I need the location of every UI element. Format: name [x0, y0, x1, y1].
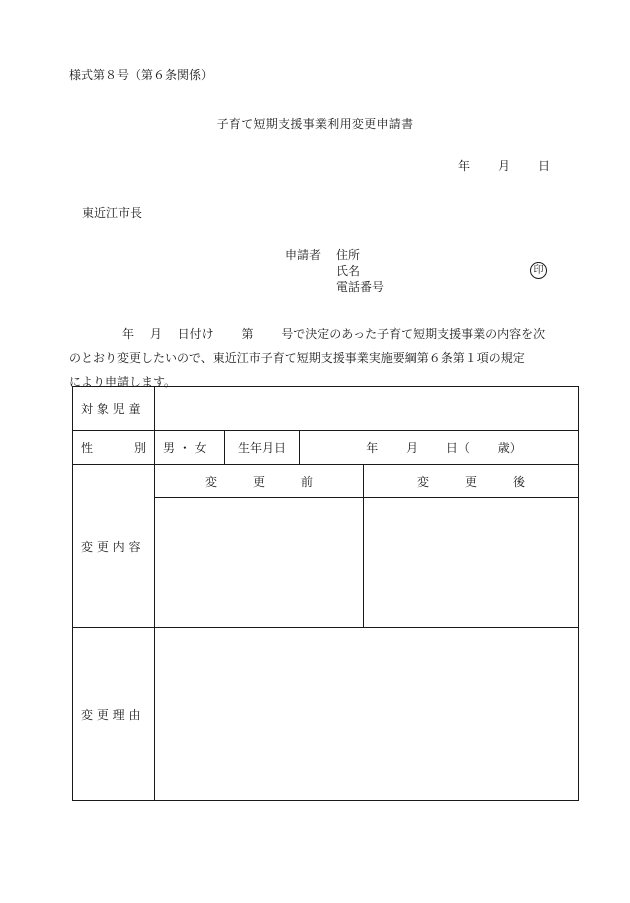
target-child-field[interactable] [155, 387, 579, 431]
body-text [69, 322, 564, 394]
change-reason-field[interactable] [155, 628, 579, 801]
application-table [72, 386, 579, 801]
address-label: 住所 [336, 248, 361, 262]
date-year: 年 [458, 159, 471, 173]
gender-label-left: 性 [81, 441, 94, 455]
phone-label: 電話番号 [336, 280, 385, 294]
form-number: 様式第８号（第６条関係） [69, 68, 214, 82]
body-line-1: 年 月 日付け 第 号で決定のあった子育て短期支援事業の内容を次 [122, 327, 546, 341]
gender-options[interactable]: 男 ・ 女 [155, 431, 225, 465]
body-line-2: のとおり変更したいので、東近江市子育て短期支援事業実施要綱第６条第１項の規定 [69, 351, 525, 365]
before-change-header: 変 更 前 [155, 465, 364, 498]
before-change-field[interactable] [155, 498, 364, 628]
date-line [458, 160, 550, 172]
name-label: 氏名 [336, 264, 361, 278]
gender-label [73, 431, 155, 465]
date-month: 月 [498, 159, 511, 173]
document-title: 子育て短期支援事業利用変更申請書 [216, 117, 414, 131]
seal-mark: 印 [530, 262, 547, 279]
applicant-role: 申請者 [285, 248, 322, 262]
addressee: 東近江市長 [82, 206, 143, 220]
target-child-label: 対 象 児 童 [73, 387, 155, 431]
change-reason-label: 変 更 理 由 [73, 628, 155, 801]
body-line-3: により申請します。 [69, 375, 177, 389]
change-content-label: 変 更 内 容 [73, 465, 155, 628]
after-change-header: 変 更 後 [364, 465, 579, 498]
birthdate-format: 年 月 日（ 歳） [366, 441, 522, 455]
birthdate-field[interactable] [300, 431, 579, 465]
gender-label-right: 別 [133, 441, 146, 455]
date-day: 日 [538, 159, 551, 173]
birthdate-label: 生年月日 [225, 431, 300, 465]
after-change-field[interactable] [364, 498, 579, 628]
